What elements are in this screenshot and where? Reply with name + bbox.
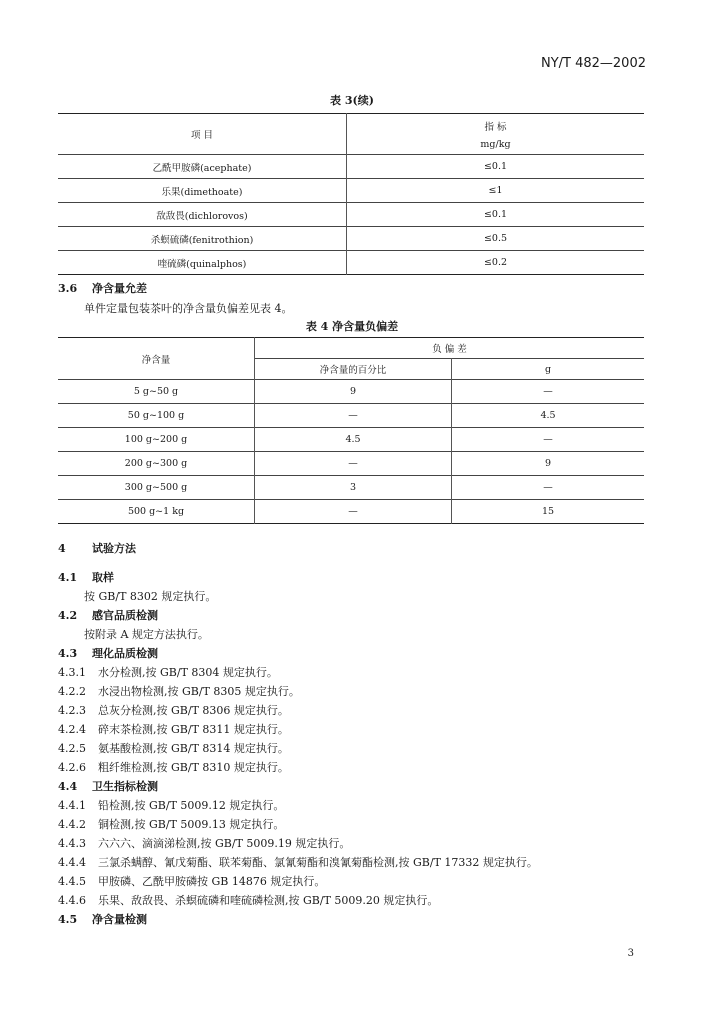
subsection-heading [58, 645, 158, 661]
table-row [58, 476, 644, 500]
item-number: 4.4 [58, 780, 78, 793]
item-number: 4.4.1 [58, 799, 86, 812]
table4 [58, 337, 644, 524]
table-row [58, 179, 644, 203]
table4-cell-grams: 15 [452, 500, 645, 524]
item-text: 感官品质检测 [92, 609, 158, 622]
table4-cell-grams: — [452, 476, 645, 500]
table-row [58, 155, 644, 179]
table4-cell-percent: — [255, 452, 452, 476]
table3-cell-item: 乙酰甲胺磷(acephate) [58, 155, 347, 179]
table-row [58, 452, 644, 476]
section-title: 试验方法 [92, 542, 136, 555]
table-row [58, 428, 644, 452]
item-number: 4.4.3 [58, 837, 86, 850]
item-text: 碎末茶检测,按 GB/T 8311 规定执行。 [98, 723, 289, 736]
table3-cell-value: ≤0.2 [347, 251, 645, 275]
table4-cell-percent: 4.5 [255, 428, 452, 452]
item-text: 卫生指标检测 [92, 780, 158, 793]
table3-header-unit: mg/kg [480, 138, 511, 150]
table4-cell-net: 500 g~1 kg [58, 500, 255, 524]
table-row [58, 227, 644, 251]
table3-caption: 表 3(续) [330, 94, 374, 107]
table-row [58, 404, 644, 428]
table3-header-item: 项 目 [58, 114, 347, 155]
table4-header-grams: g [452, 359, 645, 380]
table3-header-index [347, 114, 645, 155]
item-number: 4.4.6 [58, 894, 86, 907]
item-text: 按 GB/T 8302 规定执行。 [84, 590, 217, 603]
list-item [58, 702, 289, 718]
table3-cell-item: 乐果(dimethoate) [58, 179, 347, 203]
subsection-heading [58, 569, 114, 585]
section-4-heading [58, 540, 136, 556]
table3-cell-value: ≤0.5 [347, 227, 645, 251]
table4-cell-percent: 9 [255, 380, 452, 404]
item-text: 理化品质检测 [92, 647, 158, 660]
subsection-heading [58, 607, 158, 623]
table4-cell-percent: — [255, 500, 452, 524]
table4-header-percent: 净含量的百分比 [255, 359, 452, 380]
list-item [58, 873, 325, 889]
table3-cell-value: ≤0.1 [347, 203, 645, 227]
table4-cell-grams: 9 [452, 452, 645, 476]
table4-cell-net: 300 g~500 g [58, 476, 255, 500]
item-number: 4.1 [58, 571, 78, 584]
list-item [58, 664, 278, 680]
item-text: 六六六、滴滴涕检测,按 GB/T 5009.19 规定执行。 [98, 837, 351, 850]
table4-cell-net: 5 g~50 g [58, 380, 255, 404]
item-text: 铜检测,按 GB/T 5009.13 规定执行。 [98, 818, 285, 831]
table4-cell-net: 100 g~200 g [58, 428, 255, 452]
item-text: 净含量检测 [92, 913, 147, 926]
table4-cell-net: 200 g~300 g [58, 452, 255, 476]
list-item [58, 854, 538, 870]
section-number: 4 [58, 542, 66, 555]
item-number: 4.5 [58, 913, 78, 926]
item-number: 4.2.2 [58, 685, 86, 698]
item-number: 4.3 [58, 647, 78, 660]
subsection-heading [58, 778, 158, 794]
list-item [58, 816, 284, 832]
list-item [58, 892, 438, 908]
table3-cell-value: ≤1 [347, 179, 645, 203]
table3-cell-item: 喹硫磷(quinalphos) [58, 251, 347, 275]
table4-cell-grams: — [452, 380, 645, 404]
item-text: 水浸出物检测,按 GB/T 8305 规定执行。 [98, 685, 300, 698]
table3-cell-value: ≤0.1 [347, 155, 645, 179]
table4-header-row [58, 338, 644, 359]
item-number: 4.4.4 [58, 856, 86, 869]
item-number: 4.2.3 [58, 704, 86, 717]
item-text: 水分检测,按 GB/T 8304 规定执行。 [98, 666, 278, 679]
item-text: 总灰分检测,按 GB/T 8306 规定执行。 [98, 704, 289, 717]
table3-cell-item: 敌敌畏(dichlorovos) [58, 203, 347, 227]
section-3-6-text: 单件定量包装茶叶的净含量负偏差见表 4。 [84, 302, 293, 315]
section-number: 3.6 [58, 282, 78, 295]
item-text: 按附录 A 规定方法执行。 [84, 628, 209, 641]
table3-header-index-label: 指 标 [484, 121, 507, 133]
list-item [58, 835, 350, 851]
subsection-heading [58, 911, 147, 927]
page-number: 3 [627, 948, 634, 959]
table3-header-row [58, 114, 644, 155]
item-number: 4.3.1 [58, 666, 86, 679]
item-text: 铅检测,按 GB/T 5009.12 规定执行。 [98, 799, 285, 812]
standard-code: NY/T 482—2002 [540, 56, 646, 71]
item-number: 4.4.5 [58, 875, 86, 888]
list-item [58, 797, 284, 813]
table4-cell-percent: 3 [255, 476, 452, 500]
table4-cell-percent: — [255, 404, 452, 428]
table3-cell-item: 杀螟硫磷(fenitrothion) [58, 227, 347, 251]
table4-header-negative: 负 偏 差 [432, 344, 467, 355]
section-title: 净含量允差 [92, 282, 147, 295]
list-item [58, 759, 289, 775]
list-item [58, 740, 289, 756]
item-number: 4.4.2 [58, 818, 86, 831]
section-3-6-heading [58, 280, 147, 296]
table-row [58, 380, 644, 404]
table4-cell-grams: — [452, 428, 645, 452]
item-text: 乐果、敌敌畏、杀螟硫磷和喹硫磷检测,按 GB/T 5009.20 规定执行。 [98, 894, 439, 907]
table4-header-net: 净含量 [58, 338, 255, 380]
item-number: 4.2.4 [58, 723, 86, 736]
table-row [58, 251, 644, 275]
table-row [58, 203, 644, 227]
item-text: 氨基酸检测,按 GB/T 8314 规定执行。 [98, 742, 289, 755]
item-number: 4.2 [58, 609, 78, 622]
list-item [84, 588, 216, 604]
item-text: 取样 [92, 571, 114, 584]
table4-caption: 表 4 净含量负偏差 [305, 320, 399, 333]
table4-cell-grams: 4.5 [452, 404, 645, 428]
item-number: 4.2.6 [58, 761, 86, 774]
list-item [58, 683, 300, 699]
item-text: 三氯杀螨醇、氰戊菊酯、联苯菊酯、氯氰菊酯和溴氰菊酯检测,按 GB/T 17332 规定执行。 [98, 856, 538, 869]
table-row [58, 500, 644, 524]
list-item [84, 626, 209, 642]
table3 [58, 113, 644, 275]
item-text: 甲胺磷、乙酰甲胺磷按 GB 14876 规定执行。 [98, 875, 326, 888]
item-text: 粗纤维检测,按 GB/T 8310 规定执行。 [98, 761, 289, 774]
table4-cell-net: 50 g~100 g [58, 404, 255, 428]
list-item [58, 721, 289, 737]
item-number: 4.2.5 [58, 742, 86, 755]
